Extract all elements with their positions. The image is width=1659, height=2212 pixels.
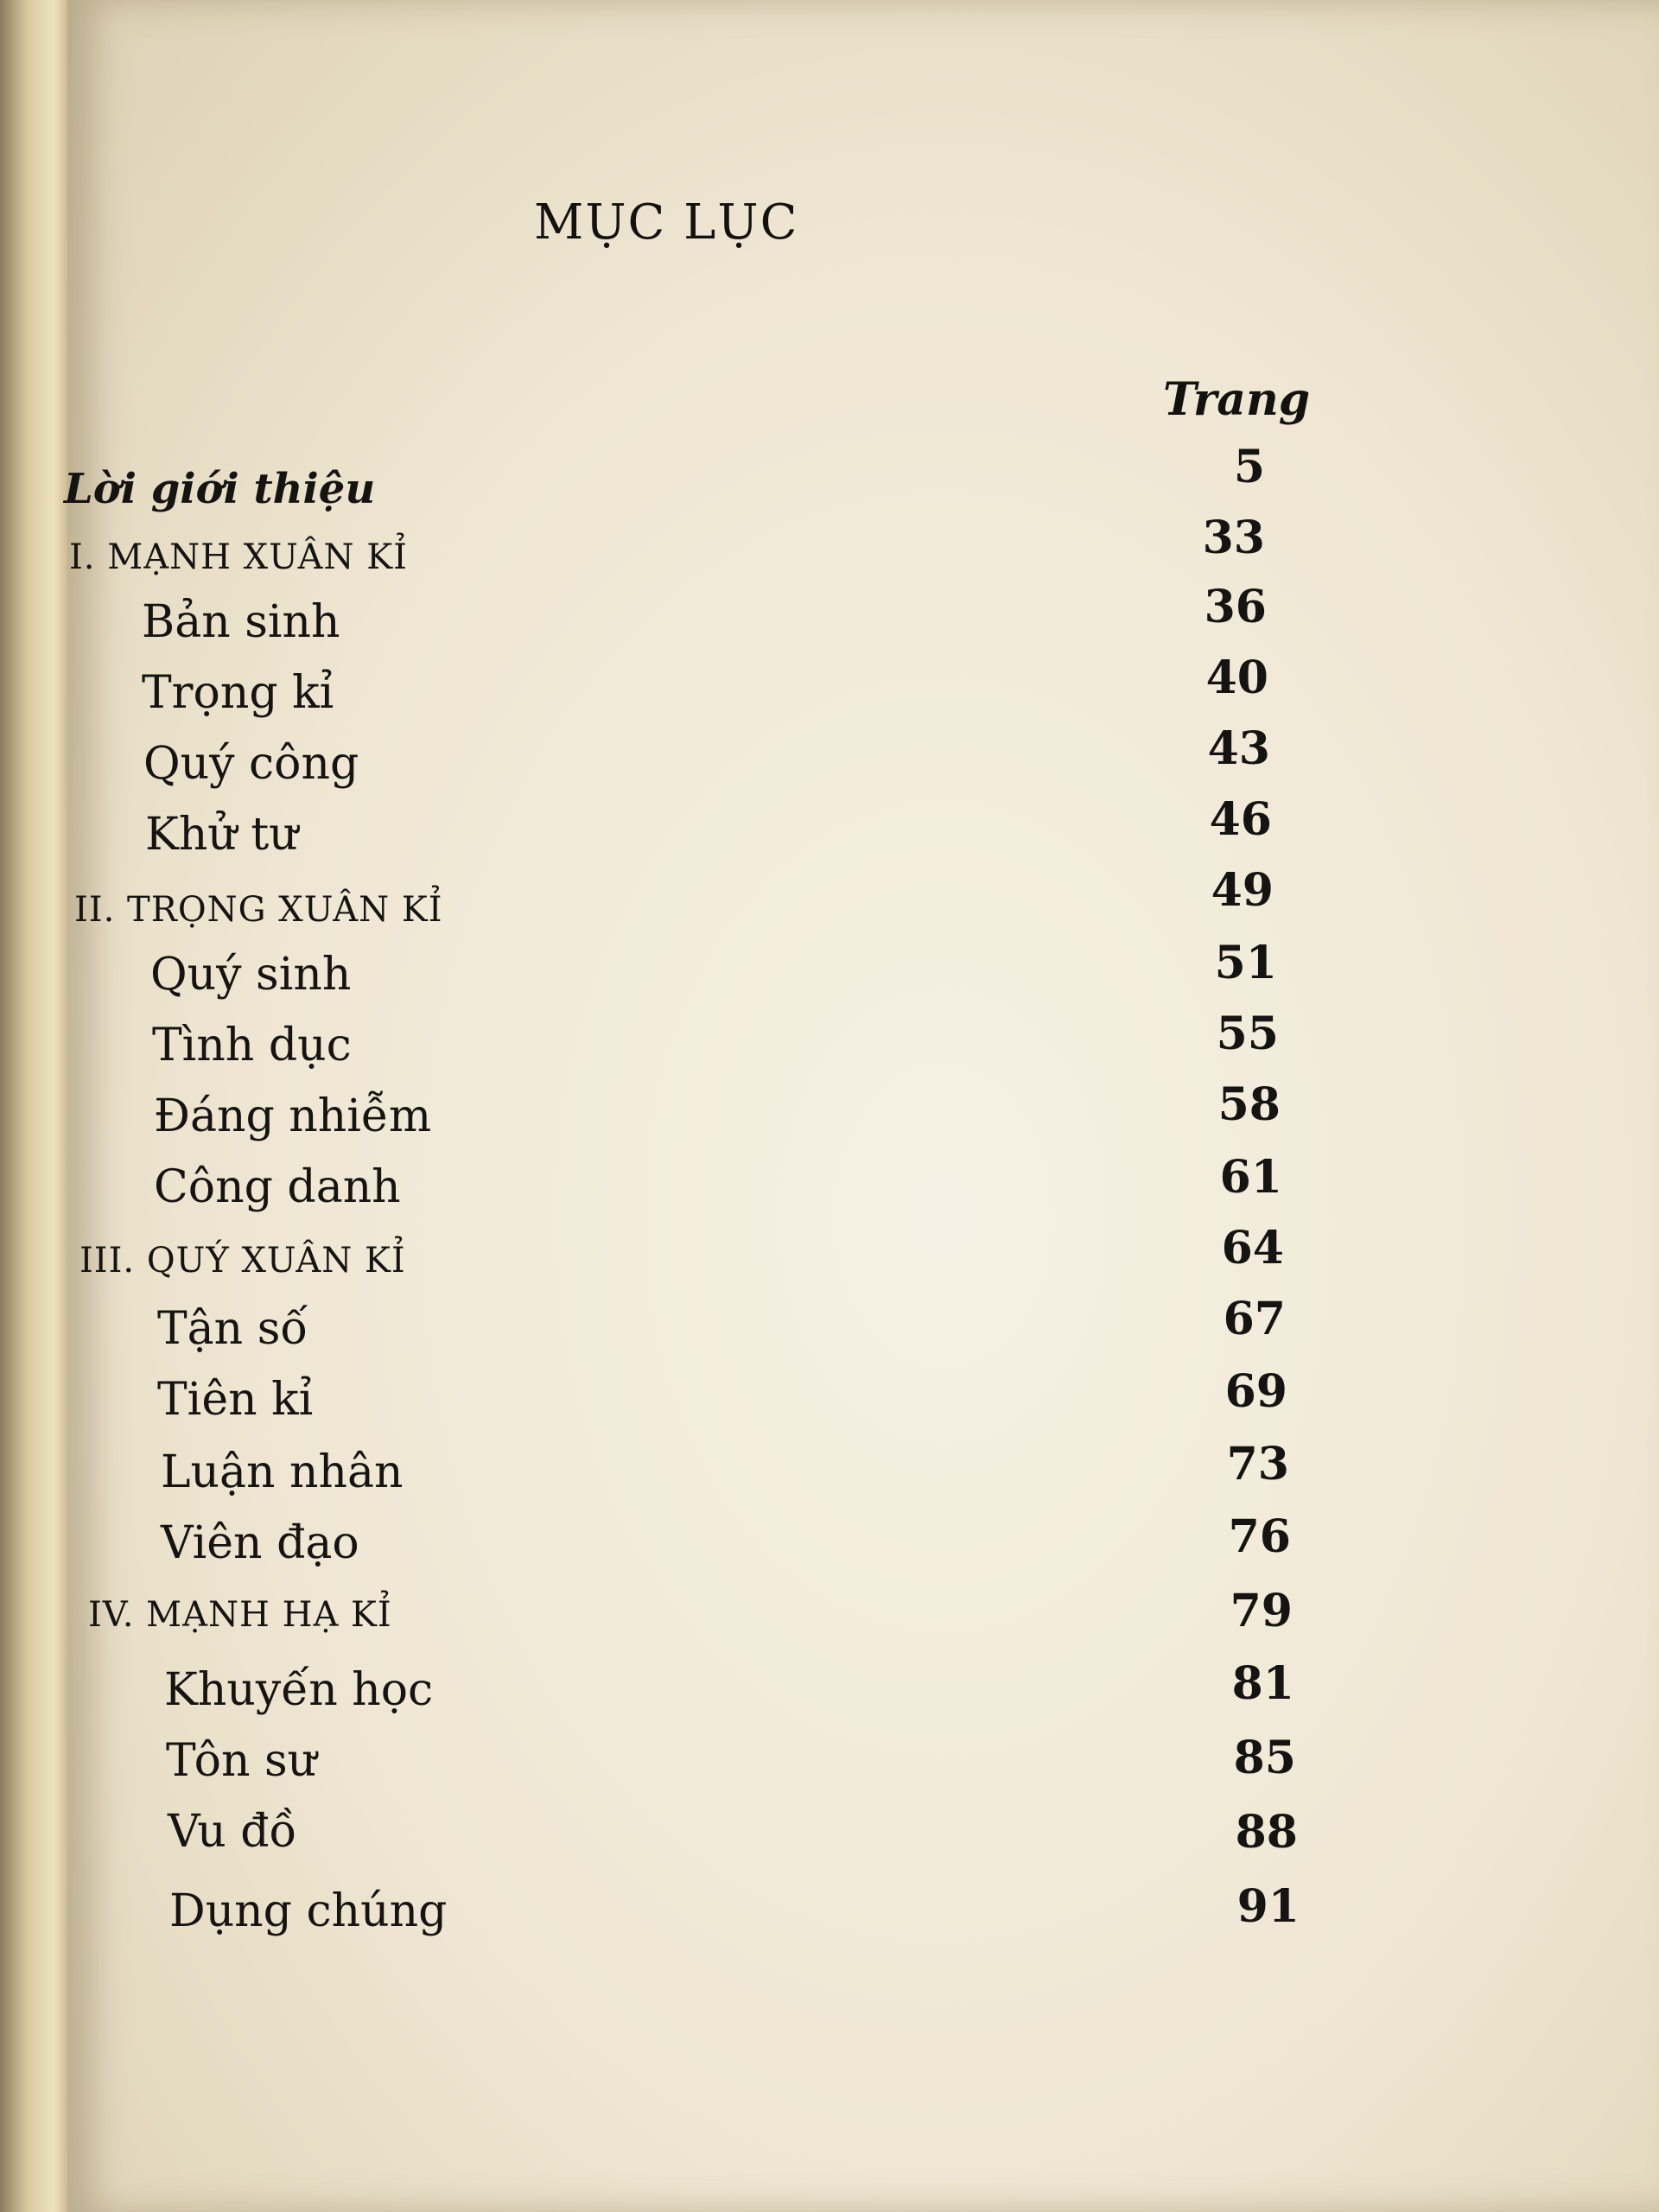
toc-entry: Bản sinh bbox=[142, 596, 340, 648]
toc-entry: Quý sinh bbox=[150, 949, 352, 1001]
toc-entry: Trọng kỉ bbox=[142, 667, 334, 719]
toc-page-number: 79 bbox=[1230, 1585, 1293, 1637]
toc-page-number: 51 bbox=[1214, 937, 1277, 989]
toc-entry-intro: Lời giới thiệu bbox=[64, 465, 376, 513]
toc-page-number: 61 bbox=[1219, 1151, 1282, 1204]
toc-entry: Tình dục bbox=[152, 1020, 352, 1071]
toc-page-number: 73 bbox=[1226, 1438, 1289, 1491]
toc-section-heading: I. MẠNH XUÂN KỈ bbox=[69, 537, 408, 577]
toc-page-number: 85 bbox=[1233, 1732, 1296, 1784]
toc-entry: Tôn sư bbox=[166, 1735, 317, 1787]
toc-page-number: 69 bbox=[1224, 1365, 1287, 1418]
toc-page-number: 64 bbox=[1221, 1222, 1284, 1274]
toc-section-heading: II. TRỌNG XUÂN KỈ bbox=[74, 890, 443, 930]
page-title: MỤC LỤC bbox=[534, 194, 799, 251]
toc-entry: Đáng nhiễm bbox=[154, 1090, 432, 1142]
facing-page-edge bbox=[0, 0, 67, 2212]
toc-page-number: 33 bbox=[1202, 512, 1265, 564]
toc-page-number: 81 bbox=[1231, 1657, 1294, 1710]
toc-entry: Quý công bbox=[143, 738, 359, 790]
toc-entry: Dụng chúng bbox=[169, 1885, 448, 1937]
toc-entry: Vu đồ bbox=[168, 1806, 297, 1858]
toc-page-number: 40 bbox=[1205, 652, 1268, 704]
toc-page-number: 67 bbox=[1223, 1293, 1286, 1345]
toc-page-number: 91 bbox=[1236, 1880, 1300, 1933]
toc-entry: Luận nhân bbox=[161, 1446, 404, 1498]
toc-page-number: 36 bbox=[1204, 581, 1267, 633]
book-page bbox=[64, 0, 1659, 2212]
toc-entry: Khử tư bbox=[145, 809, 298, 861]
toc-entry: Tận số bbox=[157, 1303, 308, 1355]
toc-page-number: 43 bbox=[1207, 722, 1270, 775]
toc-section-heading: III. QUÝ XUÂN KỈ bbox=[79, 1241, 406, 1281]
toc-entry: Khuyến học bbox=[164, 1664, 434, 1716]
toc-entry: Tiên kỉ bbox=[157, 1374, 314, 1426]
toc-section-heading: IV. MẠNH HẠ KỈ bbox=[88, 1595, 392, 1635]
toc-page-number: 88 bbox=[1235, 1806, 1298, 1859]
toc-entry: Công danh bbox=[154, 1161, 401, 1213]
toc-entry: Viên đạo bbox=[161, 1517, 359, 1569]
toc-page-number: 55 bbox=[1216, 1007, 1279, 1060]
toc-page-number: 5 bbox=[1233, 441, 1265, 493]
page-column-header: Trang bbox=[1163, 373, 1311, 426]
toc-page-number: 46 bbox=[1209, 793, 1272, 846]
toc-page-number: 76 bbox=[1228, 1510, 1291, 1563]
toc-page-number: 58 bbox=[1217, 1078, 1281, 1131]
toc-page-number: 49 bbox=[1211, 864, 1274, 917]
